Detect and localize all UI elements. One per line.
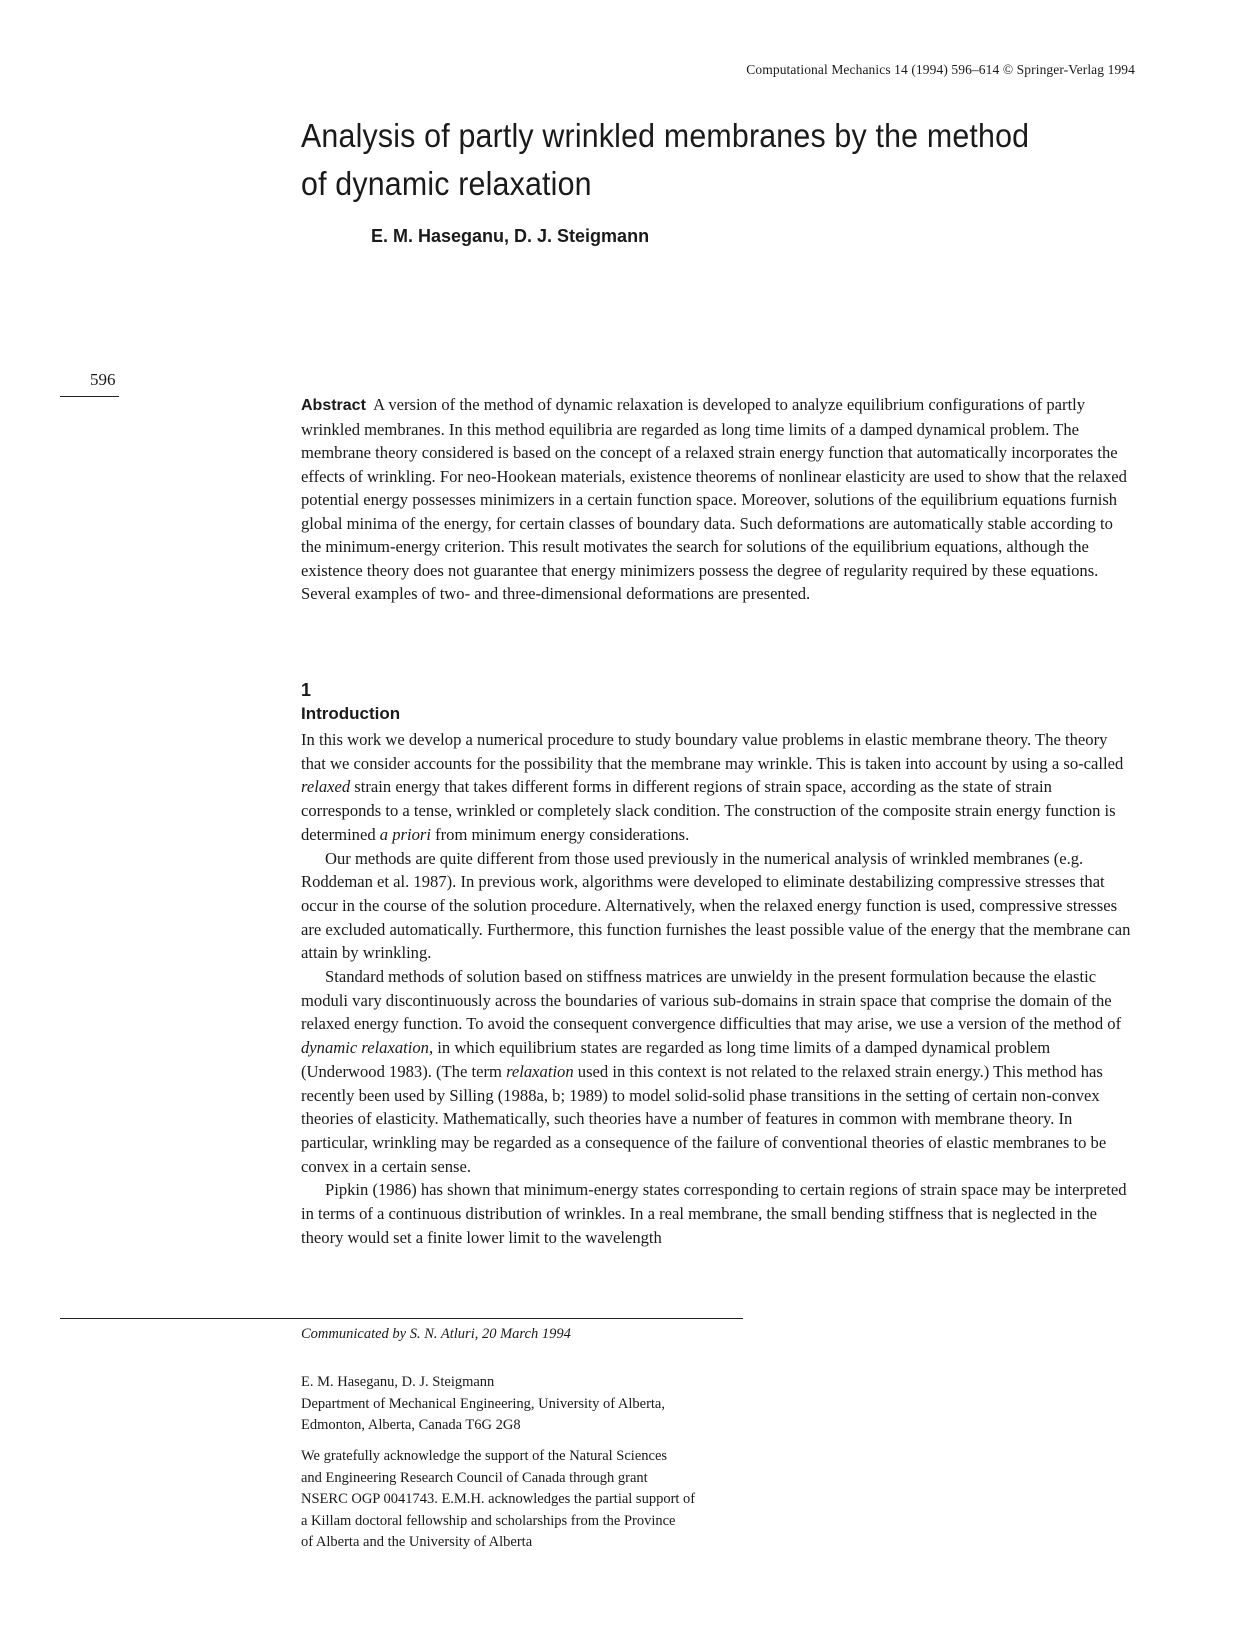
introduction-body <box>301 728 1131 1249</box>
paragraph-1: In this work we develop a numerical procedure to study boundary value problems in elastic membrane theory. The theory that we consider accounts for the possibility that the membrane may wrinkle. This is taken into account by using a so-called relaxed strain energy that takes different forms in different regions of strain space, according as the state of strain corresponds to a tense, wrinkled or completely slack condition. The construction of the composite strain energy function is determined a priori from minimum energy considerations. <box>301 730 1124 844</box>
article-title: Analysis of partly wrinkled membranes by the method of dynamic relaxation <box>301 117 1030 202</box>
acknowledgment-line: of Alberta and the University of Alberta <box>301 1534 533 1550</box>
communicated-note: Communicated by S. N. Atluri, 20 March 1994 <box>301 1326 571 1342</box>
abstract-label: Abstract <box>301 397 366 414</box>
affiliation-city: Edmonton, Alberta, Canada T6G 2G8 <box>301 1417 521 1433</box>
affiliation-department: Department of Mechanical Engineering, University of Alberta, <box>301 1395 665 1412</box>
affiliation-names: E. M. Haseganu, D. J. Steigmann <box>301 1374 495 1390</box>
abstract-text: A version of the method of dynamic relaxation is developed to analyze equilibrium configurations of partly wrinkled membranes. In this method equilibria are regarded as long time limits of a damped dynamical problem. The membrane theory considered is based on the concept of a relaxed strain energy function that automatically incorporates the effects of wrinkling. For neo-Hookean materials, existence theorems of nonlinear elasticity are used to show that the relaxed potential energy possesses minimizers in a certain function space. Moreover, solutions of the equilibrium equations furnish global minima of the energy, for certain classes of boundary data. Such deformations are automatically stable according to the minimum-energy criterion. This result motivates the search for solutions of the equilibrium equations, although the existence theory does not guarantee that energy minimizers possess the degree of regularity required by these equations. Several examples of two- and three-dimensional deformations are presented. <box>301 395 1127 603</box>
page-number-rule <box>60 396 119 397</box>
footnote-rule <box>60 1318 743 1319</box>
acknowledgment-line: and Engineering Research Council of Canada through grant <box>301 1469 648 1486</box>
abstract <box>301 393 1131 606</box>
journal-reference: Computational Mechanics 14 (1994) 596–614 © Springer-Verlag 1994 <box>746 62 1135 77</box>
section-title: Introduction <box>301 704 401 723</box>
acknowledgment-line: NSERC OGP 0041743. E.M.H. acknowledges the partial support of <box>301 1491 696 1507</box>
paragraph-4: Pipkin (1986) has shown that minimum-energy states corresponding to certain regions of strain space may be interpreted in terms of a continuous distribution of wrinkles. In a real membrane, the small bending stiffness that is neglected in the theory would set a finite lower limit to the wavelength <box>301 1180 1127 1247</box>
page-number: 596 <box>90 370 116 389</box>
paragraph-2: Our methods are quite different from those used previously in the numerical analysis of wrinkled membranes (e.g. Roddeman et al. 1987). In previous work, algorithms were developed to eliminate destabilizing compressive stresses that occur in the course of the solution procedure. Alternatively, when the relaxed energy function is used, compressive stresses are excluded automatically. Furthermore, this function furnishes the least possible value of the energy that the membrane can attain by wrinkling. <box>301 848 1131 963</box>
section-number: 1 <box>301 680 312 700</box>
article-authors: E. M. Haseganu, D. J. Steigmann <box>371 226 650 246</box>
acknowledgment <box>301 1446 741 1554</box>
acknowledgment-line: We gratefully acknowledge the support of the Natural Sciences <box>301 1448 668 1464</box>
paragraph-3: Standard methods of solution based on stiffness matrices are unwieldy in the present formulation because the elastic moduli vary discontinuously across the boundaries of various sub-domains in strain space that comprise the domain of the relaxed energy function. To avoid the consequent convergence difficulties that may arise, we use a version of the method of dynamic relaxation, in which equilibrium states are regarded as long time limits of a damped dynamical problem (Underwood 1983). (The term relaxation used in this context is not related to the relaxed strain energy.) This method has recently been used by Silling (1988a, b; 1989) to model solid-solid phase transitions in the setting of certain non-convex theories of elasticity. Mathematically, such theories have a number of features in common with membrane theory. In particular, wrinkling may be regarded as a consequence of the failure of conventional theories of elastic membranes to be convex in a certain sense. <box>301 967 1122 1176</box>
acknowledgment-line: a Killam doctoral fellowship and scholarships from the Province <box>301 1512 676 1529</box>
author-affiliation <box>301 1372 665 1437</box>
